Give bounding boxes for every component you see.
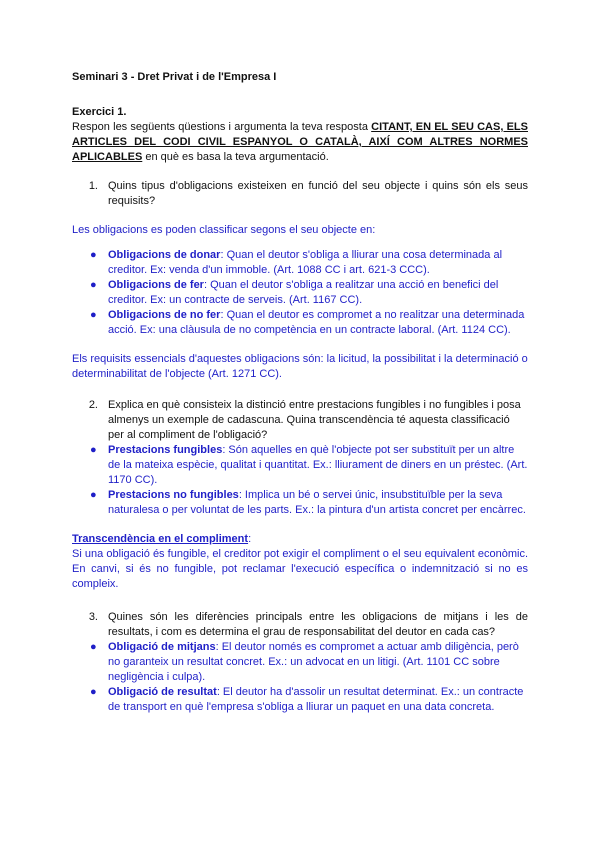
q1-answer-list xyxy=(72,248,528,338)
list-item-term: Obligació de resultat xyxy=(108,686,217,698)
question-1 xyxy=(72,179,528,209)
exercise-title: Exercici 1. xyxy=(72,106,127,118)
question-1-text: Quins tipus d'obligacions existeixen en funció del seu objecte i quins són els seus requisits? xyxy=(108,180,528,207)
list-item xyxy=(72,443,528,488)
bullet-icon: ● xyxy=(90,309,97,321)
exercise-intro xyxy=(72,120,528,165)
bullet-icon: ● xyxy=(90,444,97,456)
list-item xyxy=(72,488,528,518)
bullet-icon: ● xyxy=(90,249,97,261)
list-item-term: Prestacions no fungibles xyxy=(108,489,239,501)
exercise-intro-tail: en què es basa la teva argumentació. xyxy=(142,151,329,163)
list-item xyxy=(72,278,528,308)
question-3 xyxy=(72,610,528,640)
question-3-text: Quines són les diferències principals entre les obligacions de mitjans i les de resultats, i com es determina el grau de responsabilitat del deutor en cada cas? xyxy=(108,611,528,638)
bullet-icon: ● xyxy=(90,489,97,501)
question-2-number: 2. xyxy=(88,399,98,411)
q2-transcendence-heading xyxy=(72,532,528,547)
list-item-desc: : Quan el deutor es compromet a no realitzar una determinada acció. Ex: una clàusula de no competència en un contracte laboral. (Art. 1124 CC). xyxy=(108,309,525,336)
list-item xyxy=(72,308,528,338)
q2-transcendence-title: Transcendència en el compliment xyxy=(72,533,249,545)
document-header: Seminari 3 - Dret Privat i de l'Empresa I xyxy=(72,71,277,83)
list-item xyxy=(72,685,528,715)
question-3-number: 3. xyxy=(88,611,98,623)
q2-transcendence-colon: : xyxy=(248,533,252,545)
exercise-intro-emphasis: CITANT, EN EL SEU CAS, ELS ARTICLES DEL CODI CIVIL ESPANYOL O CATALÀ, AIXÍ COM ALTRES NORMES APLICABLES xyxy=(72,121,528,163)
q1-requisits: Els requisits essencials d'aquestes obligacions són: la licitud, la possibilitat i la determinació o determinabilitat de l'objecte (Art. 1271 CC). xyxy=(72,353,528,380)
bullet-icon: ● xyxy=(90,686,97,698)
list-item-desc: : Implica un bé o servei únic, insubstituïble per la seva naturalesa o per voluntat de les parts. Ex.: la pintura d'un artista concret per encàrrec. xyxy=(108,489,526,516)
list-item-term: Prestacions fungibles xyxy=(108,444,223,456)
list-item-desc: : Quan el deutor s'obliga a realitzar una acció en benefici del creditor. Ex: un contracte de serveis. (Art. 1167 CC). xyxy=(108,279,499,306)
question-2-text: Explica en què consisteix la distinció entre prestacions fungibles i no fungibles i posa almenys un exemple de cadascuna. Quina transcendència té aquesta classificació per al compliment de l'obligació? xyxy=(108,399,521,441)
list-item xyxy=(72,640,528,685)
list-item-term: Obligació de mitjans xyxy=(108,641,216,653)
bullet-icon: ● xyxy=(90,641,97,653)
list-item-term: Obligacions de fer xyxy=(108,279,204,291)
q1-answer-lead: Les obligacions es poden classificar segons el seu objecte en: xyxy=(72,224,376,236)
q2-transcendence-text: Si una obligació és fungible, el creditor pot exigir el compliment o el seu equivalent econòmic. En canvi, si és no fungible, pot reclamar l'execució específica o indemnització si no es compleix. xyxy=(72,548,528,590)
bullet-icon: ● xyxy=(90,279,97,291)
list-item-desc: : El deutor només es compromet a actuar amb diligència, però no garanteix un resultat concret. Ex.: un advocat en un litigi. (Art. 1101 CC sobre negligència i culpa). xyxy=(108,641,519,683)
question-2 xyxy=(72,398,528,443)
q3-answer-list xyxy=(72,640,528,715)
list-item xyxy=(72,248,528,278)
list-item-term: Obligacions de donar xyxy=(108,249,221,261)
document-content xyxy=(72,70,528,715)
list-item-desc: : El deutor ha d'assolir un resultat determinat. Ex.: un contracte de transport en què l'empresa s'obliga a lliurar un paquet en una data concreta. xyxy=(108,686,524,713)
list-item-desc: : Quan el deutor s'obliga a lliurar una cosa determinada al creditor. Ex: venda d'un immoble. (Art. 1088 CC i art. 621-3 CCC). xyxy=(108,249,503,276)
question-1-number: 1. xyxy=(88,180,98,192)
q2-answer-list xyxy=(72,443,528,518)
exercise-intro-plain: Respon les següents qüestions i argumenta la teva resposta xyxy=(72,121,372,133)
list-item-desc: : Són aquelles en què l'objecte pot ser substituït per un altre de la mateixa espècie, qualitat i quantitat. Ex.: lliurament de diners en un préstec. (Art. 1170 CC). xyxy=(108,444,528,486)
list-item-term: Obligacions de no fer xyxy=(108,309,221,321)
